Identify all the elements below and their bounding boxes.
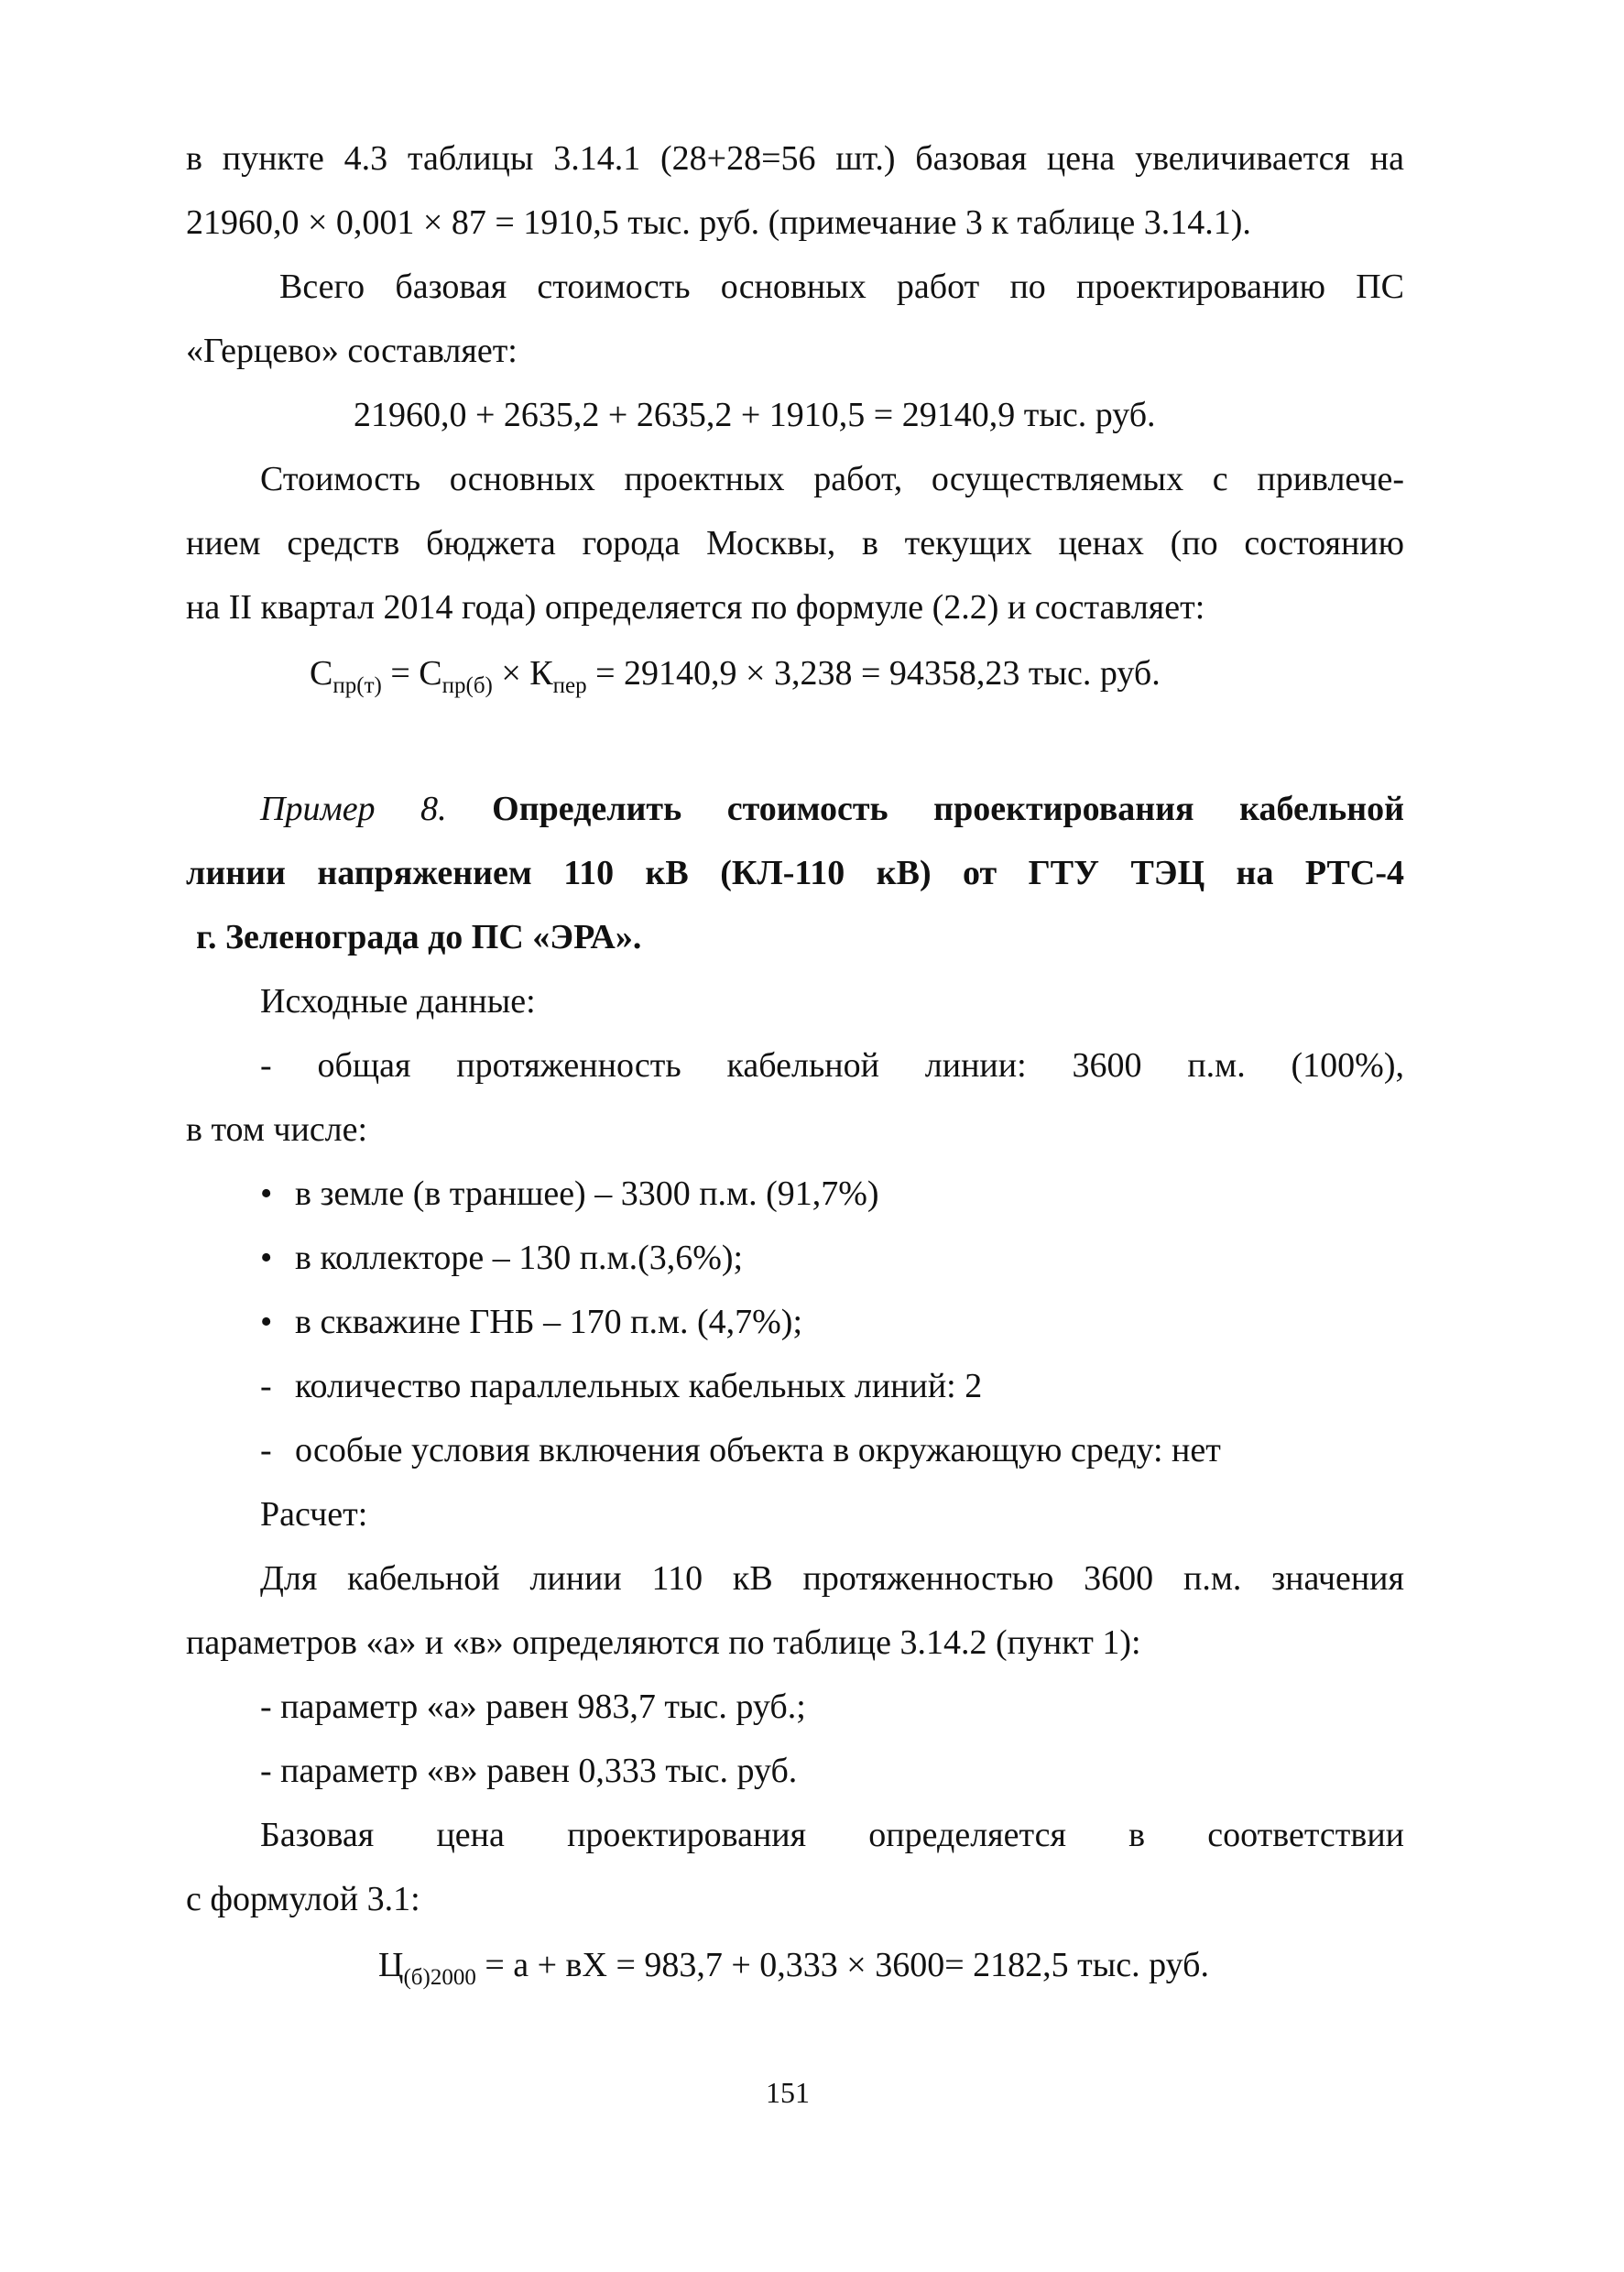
section-heading: Исходные данные: xyxy=(260,982,536,1021)
dash-item: - количество параллельных кабельных линий: 2 xyxy=(260,1367,983,1405)
paragraph-line: в том числе: xyxy=(186,1110,368,1149)
formula-part: × К xyxy=(492,654,553,693)
paragraph-line: с формулой 3.1: xyxy=(186,1880,420,1918)
paragraph-line: Для кабельной линии 110 кВ протяженностью 3600 п.м. значения xyxy=(260,1559,1404,1598)
formula-sum: 21960,0 + 2635,2 + 2635,2 + 1910,5 = 29140,9 тыс. руб. xyxy=(354,396,1156,434)
paragraph-line: в пункте 4.3 таблицы 3.14.1 (28+28=56 шт.) базовая цена увеличивается на xyxy=(186,139,1404,178)
formula-subscript: пр(т) xyxy=(332,673,382,698)
formula-part: Ц xyxy=(378,1946,404,1984)
bullet-item: • в земле (в траншее) – 3300 п.м. (91,7%) xyxy=(260,1174,879,1213)
example-label: Пример 8. xyxy=(260,790,447,828)
example-heading-line: г. Зеленограда до ПС «ЭРА». xyxy=(196,918,642,956)
paragraph-line: Базовая цена проектирования определяется в соответствии xyxy=(260,1816,1404,1854)
section-heading: Расчет: xyxy=(260,1495,368,1534)
formula-subscript: пер xyxy=(552,673,587,698)
dash-icon: - xyxy=(260,1431,272,1469)
example-heading-line: линии напряжением 110 кВ (КЛ-110 кВ) от ГТУ ТЭЦ на РТС-4 xyxy=(186,854,1404,892)
formula-base-price xyxy=(378,1944,1209,1990)
dash-icon: - xyxy=(260,1367,272,1405)
paragraph-line: на II квартал 2014 года) определяется по формуле (2.2) и составляет: xyxy=(186,588,1205,627)
paragraph-line: Стоимость основных проектных работ, осуществляемых с привлече- xyxy=(260,460,1404,498)
formula-subscript: пр(б) xyxy=(441,673,493,698)
parameter-line: - параметр «в» равен 0,333 тыс. руб. xyxy=(260,1752,798,1790)
bullet-item: • в скважине ГНБ – 170 п.м. (4,7%); xyxy=(260,1303,803,1341)
formula-part: = а + вХ = 983,7 + 0,333 × 3600= 2182,5 тыс. руб. xyxy=(475,1946,1209,1984)
parameter-line: - параметр «а» равен 983,7 тыс. руб.; xyxy=(260,1688,806,1726)
paragraph-line: нием средств бюджета города Москвы, в текущих ценах (по состоянию xyxy=(186,524,1404,563)
bullet-icon: • xyxy=(260,1303,273,1341)
paragraph-line: «Герцево» составляет: xyxy=(186,332,518,370)
paragraph-line: параметров «а» и «в» определяются по таблице 3.14.2 (пункт 1): xyxy=(186,1623,1141,1662)
page-number: 151 xyxy=(766,2076,810,2109)
bullet-item: • в коллекторе – 130 п.м.(3,6%); xyxy=(260,1239,744,1277)
example-title: Определить стоимость проектирования кабельной xyxy=(492,790,1405,828)
formula-part: = С xyxy=(381,654,442,693)
formula-current-price xyxy=(310,652,1161,698)
paragraph-line: Всего базовая стоимость основных работ по проектированию ПС xyxy=(279,268,1404,306)
formula-subscript: (б)2000 xyxy=(403,1965,476,1990)
formula-part: = 29140,9 × 3,238 = 94358,23 тыс. руб. xyxy=(586,654,1161,693)
bullet-icon: • xyxy=(260,1174,273,1213)
paragraph-line: 21960,0 × 0,001 × 87 = 1910,5 тыс. руб. (примечание 3 к таблице 3.14.1). xyxy=(186,203,1251,242)
bullet-icon: • xyxy=(260,1239,273,1277)
formula-part: С xyxy=(310,654,333,693)
example-heading-line xyxy=(260,788,1404,830)
dash-item: - особые условия включения объекта в окружающую среду: нет xyxy=(260,1431,1221,1469)
paragraph-line: - общая протяженность кабельной линии: 3600 п.м. (100%), xyxy=(260,1046,1404,1085)
